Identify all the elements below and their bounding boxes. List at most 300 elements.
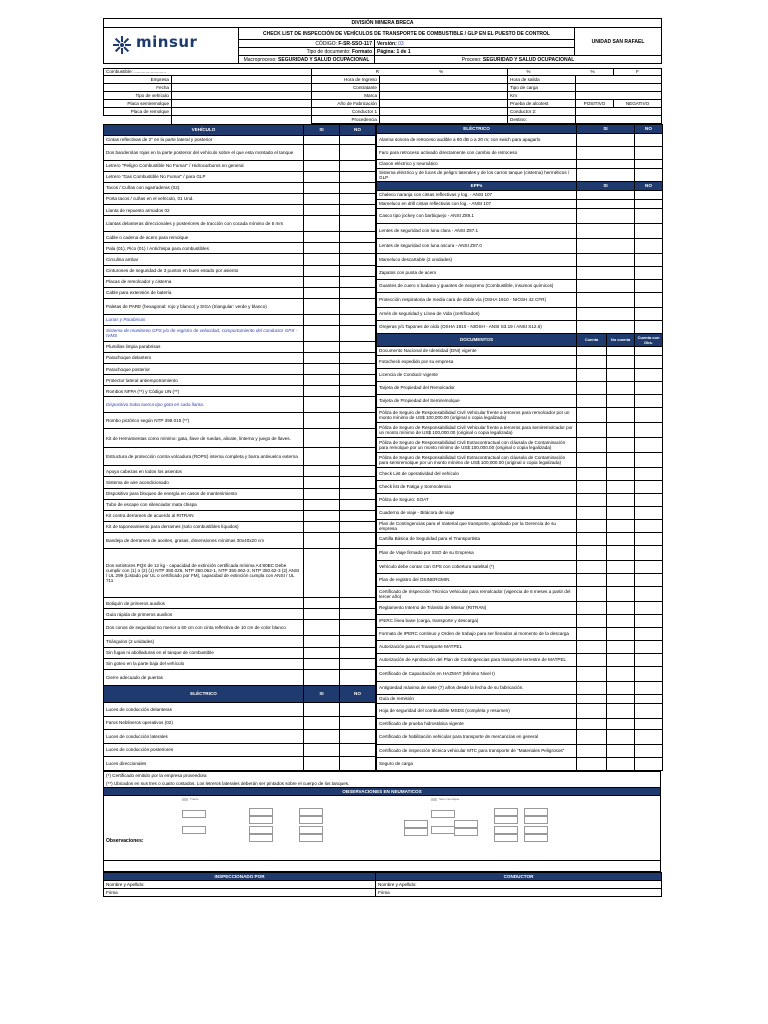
documento-cuenta-checkbox[interactable] [577,382,607,395]
electrico-no-checkbox[interactable] [635,147,663,160]
vehiculo-no-checkbox[interactable] [340,171,376,182]
placa-remolque-field[interactable] [172,108,312,116]
vehiculo-si-checkbox[interactable] [304,510,340,521]
vehiculo-si-checkbox[interactable] [304,488,340,499]
electrico-no-checkbox[interactable] [635,160,663,169]
conductor-signature-field[interactable]: Firma [376,889,662,897]
documento-obs-checkbox[interactable] [635,602,663,615]
epps-si-checkbox[interactable] [577,280,635,293]
documento-cuenta-checkbox[interactable] [577,615,607,628]
vehiculo-no-checkbox[interactable] [340,658,376,669]
epps-no-checkbox[interactable] [635,267,663,280]
documento-cuenta-checkbox[interactable] [577,533,607,546]
alcotest-positivo[interactable]: POSITIVO [576,100,614,108]
vehiculo-no-checkbox[interactable] [340,287,376,298]
tire-box[interactable] [494,816,518,824]
vehiculo-si-checkbox[interactable] [304,466,340,477]
vehiculo-si-checkbox[interactable] [304,532,340,548]
epps-no-header: NO [635,182,663,191]
vehiculo-si-checkbox[interactable] [304,341,340,352]
macroprocess: Macroproceso: SEGURIDAD Y SALUD OCUPACIONAL [239,56,375,64]
documento-row [377,561,663,574]
vehiculo-item-label: Tubo de escape con silenciador mata chispa [104,499,304,510]
km-field[interactable] [576,92,662,100]
documento-row [377,641,663,654]
vehiculo-item-label: Kit contra derrames de acuerdo al RITRAN [104,510,304,521]
tire-box[interactable] [454,820,478,828]
documento-no-cuenta-checkbox[interactable] [607,494,635,507]
vehiculo-si-checkbox[interactable] [304,598,340,609]
vehiculo-row [104,232,376,243]
tire-box[interactable] [454,828,478,836]
documento-no-cuenta-checkbox[interactable] [607,587,635,602]
vehiculo-si-checkbox[interactable] [304,413,340,429]
form-title: CHECK LIST DE INSPECCIÓN DE VEHÍCULOS DE TRANSPORTE DE COMBUSTIBLE / GLP EN EL PUESTO DE CONTROL [239,28,575,40]
logo-wordmark: minsur [136,32,198,51]
marca-field[interactable] [380,92,508,100]
vehiculo-si-checkbox[interactable] [304,325,340,341]
vehiculo-no-checkbox[interactable] [340,429,376,447]
documento-obs-checkbox[interactable] [635,347,663,356]
documento-no-cuenta-checkbox[interactable] [607,719,635,730]
vehiculo-si-checkbox[interactable] [304,265,340,276]
electrico2-row [104,716,376,730]
vehiculo-si-checkbox[interactable] [304,521,340,532]
documento-item-label: Plan de Viaje firmado por SSO de su Empresa [377,546,577,561]
vehiculo-no-checkbox[interactable] [340,499,376,510]
vehiculo-no-checkbox[interactable] [340,477,376,488]
vehiculo-si-checkbox[interactable] [304,287,340,298]
electrico-no-checkbox[interactable] [635,169,663,182]
documento-cuenta-checkbox[interactable] [577,667,607,682]
alcotest-negativo[interactable]: NEGATIVO [614,100,662,108]
vehiculo-no-checkbox[interactable] [340,194,376,205]
vehiculo-si-checkbox[interactable] [304,548,340,597]
vehiculo-no-checkbox[interactable] [340,521,376,532]
documento-no-cuenta-checkbox[interactable] [607,628,635,641]
documento-no-cuenta-checkbox[interactable] [607,704,635,719]
epps-row [377,209,663,224]
electrico2-no-checkbox[interactable] [340,757,376,771]
version-value: 03 [398,40,404,47]
vehiculo-no-checkbox[interactable] [340,488,376,499]
documento-obs-checkbox[interactable] [635,520,663,533]
vehiculo-si-checkbox[interactable] [304,447,340,465]
vehiculo-item-label: Guía rápida de primeros auxilios [104,609,304,620]
electrico2-no-checkbox[interactable] [340,703,376,717]
documento-row [377,382,663,395]
tire-box[interactable] [431,826,455,834]
documento-obs-checkbox[interactable] [635,494,663,507]
documento-no-cuenta-checkbox[interactable] [607,438,635,453]
fecha-field[interactable] [172,84,312,92]
vehiculo-item-label: Paletas de PARE (hexagonal: rojo y blanco) y SIGA (triangular: verde y blanco) [104,298,304,314]
semi-label: Semi-remolque [439,797,460,801]
vehiculo-si-checkbox[interactable] [304,171,340,182]
vehiculo-no-checkbox[interactable] [340,532,376,548]
epps-si-checkbox[interactable] [577,209,635,224]
documento-obs-checkbox[interactable] [635,561,663,574]
documento-cuenta-checkbox[interactable] [577,695,607,704]
documento-obs-checkbox[interactable] [635,481,663,494]
epps-si-checkbox[interactable] [577,308,635,321]
documento-cuenta-checkbox[interactable] [577,574,607,587]
tire-box[interactable] [494,826,518,834]
epps-no-checkbox[interactable] [635,308,663,321]
procedencia-field[interactable] [380,116,508,124]
documento-obs-checkbox[interactable] [635,356,663,369]
vehiculo-no-checkbox[interactable] [340,620,376,636]
documento-row [377,682,663,695]
documento-obs-checkbox[interactable] [635,382,663,395]
tire-box[interactable] [524,808,548,816]
vehiculo-si-checkbox[interactable] [304,364,340,375]
documento-row [377,453,663,468]
vehiculo-si-checkbox[interactable] [304,216,340,232]
documento-obs-checkbox[interactable] [635,682,663,695]
documento-cuenta-checkbox[interactable] [577,730,607,745]
epps-si-checkbox[interactable] [577,191,635,200]
inspector-signature-field[interactable]: Firma [104,889,376,897]
epps-no-checkbox[interactable] [635,209,663,224]
epps-item-label: Mameluco en drill cintas reflectivas con log. - ANSI 107 [377,200,577,209]
vehiculo-si-checkbox[interactable] [304,397,340,413]
documento-cuenta-checkbox[interactable] [577,468,607,481]
vehiculo-no-checkbox[interactable] [340,265,376,276]
documento-item-label: Tarjeta de Propiedad del Remolcador [377,382,577,395]
electrico2-no-checkbox[interactable] [340,743,376,757]
vehiculo-si-checkbox[interactable] [304,276,340,287]
vehiculo-no-checkbox[interactable] [340,341,376,352]
vehiculo-si-checkbox[interactable] [304,636,340,647]
electrico2-si-checkbox[interactable] [304,757,340,771]
tire-box[interactable] [249,816,273,824]
documento-no-cuenta-checkbox[interactable] [607,395,635,408]
tire-box[interactable] [249,834,273,842]
electrico-si-checkbox[interactable] [577,134,635,147]
documento-no-cuenta-checkbox[interactable] [607,667,635,682]
documento-obs-checkbox[interactable] [635,468,663,481]
vehiculo-no-checkbox[interactable] [340,413,376,429]
documento-item-label: Póliza de Seguro de Responsabilidad Civil Extracontractual con cláusula de Contaminación para remolque por un monto mínimo de US$ 100,000.00 (original o copia legalizada) [377,438,577,453]
vehiculo-si-checkbox[interactable] [304,620,340,636]
documento-no-cuenta-checkbox[interactable] [607,369,635,382]
documento-cuenta-checkbox[interactable] [577,369,607,382]
placa-semiremolque-field[interactable] [172,100,312,108]
vehiculo-no-checkbox[interactable] [340,216,376,232]
documento-obs-checkbox[interactable] [635,704,663,719]
vehiculo-no-checkbox[interactable] [340,243,376,254]
empresa-field[interactable] [172,76,312,84]
documento-obs-checkbox[interactable] [635,745,663,758]
electrico2-si-checkbox[interactable] [304,716,340,730]
documento-obs-checkbox[interactable] [635,438,663,453]
vehiculo-item-label: Tacos / Cuñas con agarraderas (02). [104,182,304,193]
documento-obs-checkbox[interactable] [635,395,663,408]
vehiculo-item-label: Dos conos de seguridad no menor a 60 cm con cinta reflectiva de 10 cm de color blanco [104,620,304,636]
vehiculo-row [104,669,376,685]
vehiculo-si-checkbox[interactable] [304,298,340,314]
epps-no-checkbox[interactable] [635,200,663,209]
tire-box[interactable] [299,808,323,816]
destino-field[interactable] [576,116,662,124]
documento-obs-checkbox[interactable] [635,453,663,468]
vehiculo-no-checkbox[interactable] [340,609,376,620]
documento-row [377,369,663,382]
vehiculo-no-checkbox[interactable] [340,598,376,609]
vehiculo-no-checkbox[interactable] [340,548,376,597]
electrico2-no-checkbox[interactable] [340,730,376,744]
vehiculo-no-checkbox[interactable] [340,353,376,364]
documento-cuenta-checkbox[interactable] [577,758,607,771]
vehiculo-no-checkbox[interactable] [340,254,376,265]
documento-obs-checkbox[interactable] [635,758,663,771]
epps-no-checkbox[interactable] [635,321,663,334]
documento-no-cuenta-checkbox[interactable] [607,520,635,533]
documento-obs-checkbox[interactable] [635,641,663,654]
documento-cuenta-checkbox[interactable] [577,602,607,615]
vehiculo-si-checkbox[interactable] [304,609,340,620]
tire-box[interactable] [299,834,323,842]
documento-no-cuenta-checkbox[interactable] [607,408,635,423]
documento-no-cuenta-checkbox[interactable] [607,758,635,771]
tire-box[interactable] [249,826,273,834]
documento-no-cuenta-checkbox[interactable] [607,615,635,628]
vehiculo-no-checkbox[interactable] [340,144,376,160]
epps-no-checkbox[interactable] [635,254,663,267]
electrico-si-checkbox[interactable] [577,147,635,160]
vehiculo-si-checkbox[interactable] [304,314,340,325]
tire-box[interactable] [494,834,518,842]
documento-no-cuenta-checkbox[interactable] [607,602,635,615]
epps-no-checkbox[interactable] [635,224,663,239]
documento-cuenta-checkbox[interactable] [577,356,607,369]
vehiculo-si-checkbox[interactable] [304,136,340,145]
vehiculo-si-checkbox[interactable] [304,205,340,216]
vehiculo-item-label: Rombos NFPA (**) y Código UN (**) [104,386,304,397]
documento-no-cuenta-checkbox[interactable] [607,682,635,695]
epps-si-checkbox[interactable] [577,254,635,267]
vehiculo-no-checkbox[interactable] [340,466,376,477]
documento-cuenta-checkbox[interactable] [577,682,607,695]
documento-obs-checkbox[interactable] [635,574,663,587]
documento-obs-checkbox[interactable] [635,628,663,641]
combustible-field[interactable]: Combustible: ......................... [104,69,312,76]
documento-no-cuenta-checkbox[interactable] [607,745,635,758]
vehiculo-no-checkbox[interactable] [340,205,376,216]
electrico2-si-checkbox[interactable] [304,730,340,744]
documento-no-cuenta-checkbox[interactable] [607,574,635,587]
vehiculo-no-checkbox[interactable] [340,182,376,193]
vehiculo-no-checkbox[interactable] [340,386,376,397]
vehiculo-si-checkbox[interactable] [304,375,340,386]
documento-no-cuenta-checkbox[interactable] [607,695,635,704]
conductor1-field[interactable] [380,108,508,116]
documento-obs-checkbox[interactable] [635,730,663,745]
vehiculo-item-label: Kit de taponeamiento para derrames (solo combustibles líquidos) [104,521,304,532]
documento-cuenta-checkbox[interactable] [577,719,607,730]
vehiculo-no-checkbox[interactable] [340,314,376,325]
conductor2-field[interactable] [576,108,662,116]
epps-si-checkbox[interactable] [577,224,635,239]
vehiculo-no-checkbox[interactable] [340,325,376,341]
vehiculo-si-checkbox[interactable] [304,647,340,658]
documento-obs-checkbox[interactable] [635,615,663,628]
documento-obs-checkbox[interactable] [635,423,663,438]
epps-si-checkbox[interactable] [577,200,635,209]
tire-box[interactable] [524,834,548,842]
epps-si-checkbox[interactable] [577,239,635,254]
documento-obs-checkbox[interactable] [635,719,663,730]
vehiculo-no-checkbox[interactable] [340,375,376,386]
vehiculo-no-checkbox[interactable] [340,397,376,413]
documento-no-cuenta-checkbox[interactable] [607,481,635,494]
documento-obs-checkbox[interactable] [635,587,663,602]
documento-cuenta-checkbox[interactable] [577,481,607,494]
electrico2-si-header: SI [304,685,340,702]
documento-no-cuenta-checkbox[interactable] [607,654,635,667]
electrico-si-checkbox[interactable] [577,169,635,182]
vehiculo-si-checkbox[interactable] [304,353,340,364]
vehiculo-no-checkbox[interactable] [340,298,376,314]
documento-cuenta-checkbox[interactable] [577,628,607,641]
documento-cuenta-checkbox[interactable] [577,641,607,654]
documento-cuenta-checkbox[interactable] [577,654,607,667]
vehiculo-no-checkbox[interactable] [340,636,376,647]
documento-cuenta-checkbox[interactable] [577,438,607,453]
vehiculo-item-label: Kit de Herramientas como mínimo: gata, llave de ruedas, alicate, linterna y juego de llaves. [104,429,304,447]
documento-cuenta-checkbox[interactable] [577,423,607,438]
vehiculo-si-checkbox[interactable] [304,658,340,669]
vehiculo-si-checkbox[interactable] [304,243,340,254]
vehiculo-si-checkbox[interactable] [304,499,340,510]
documento-no-cuenta-checkbox[interactable] [607,507,635,520]
vehiculo-si-checkbox[interactable] [304,182,340,193]
vehiculo-si-checkbox[interactable] [304,477,340,488]
hora-ingreso-field[interactable] [380,76,508,84]
vehiculo-si-checkbox[interactable] [304,386,340,397]
documento-no-cuenta-checkbox[interactable] [607,382,635,395]
vehiculo-no-checkbox[interactable] [340,136,376,145]
contratante-field[interactable] [380,84,508,92]
vehiculo-no-checkbox[interactable] [340,647,376,658]
documento-no-cuenta-checkbox[interactable] [607,347,635,356]
electrico-si-checkbox[interactable] [577,160,635,169]
epps-no-checkbox[interactable] [635,293,663,308]
documento-obs-checkbox[interactable] [635,533,663,546]
documento-obs-checkbox[interactable] [635,654,663,667]
epps-si-checkbox[interactable] [577,267,635,280]
vehiculo-no-checkbox[interactable] [340,276,376,287]
documento-cuenta-checkbox[interactable] [577,347,607,356]
documento-no-cuenta-checkbox[interactable] [607,453,635,468]
electrico2-no-checkbox[interactable] [340,716,376,730]
tire-box[interactable] [494,808,518,816]
documento-no-cuenta-checkbox[interactable] [607,468,635,481]
documento-cuenta-checkbox[interactable] [577,507,607,520]
tire-box[interactable] [524,816,548,824]
documento-no-cuenta-checkbox[interactable] [607,730,635,745]
anio-fabricacion-field[interactable] [380,100,508,108]
documento-no-cuenta-checkbox[interactable] [607,356,635,369]
vehiculo-no-checkbox[interactable] [340,510,376,521]
documento-no-cuenta-checkbox[interactable] [607,533,635,546]
tire-box[interactable] [182,826,206,834]
documento-cuenta-checkbox[interactable] [577,395,607,408]
hora-salida-field[interactable] [576,76,662,84]
version-cell: Versión: 03 [375,40,575,48]
vehiculo-no-checkbox[interactable] [340,364,376,375]
electrico2-si-checkbox[interactable] [304,703,340,717]
electrico2-si-checkbox[interactable] [304,743,340,757]
documento-cuenta-checkbox[interactable] [577,704,607,719]
documento-obs-checkbox[interactable] [635,369,663,382]
documento-cuenta-checkbox[interactable] [577,546,607,561]
documento-obs-checkbox[interactable] [635,408,663,423]
epps-no-checkbox[interactable] [635,239,663,254]
documento-no-cuenta-checkbox[interactable] [607,546,635,561]
tire-box[interactable] [404,828,428,836]
inspector-name-field[interactable]: Nombre y Apellido: [104,881,376,889]
tipo-carga-field[interactable] [576,84,662,92]
electrico-no-checkbox[interactable] [635,134,663,147]
documento-cuenta-checkbox[interactable] [577,587,607,602]
tire-box[interactable] [299,826,323,834]
documento-obs-checkbox[interactable] [635,546,663,561]
vehiculo-si-checkbox[interactable] [304,669,340,685]
vehiculo-si-checkbox[interactable] [304,232,340,243]
tire-box[interactable] [404,820,428,828]
documento-cuenta-checkbox[interactable] [577,745,607,758]
documento-obs-checkbox[interactable] [635,507,663,520]
tire-box[interactable] [249,808,273,816]
vehiculo-no-checkbox[interactable] [340,447,376,465]
tire-box[interactable] [299,816,323,824]
epps-si-checkbox[interactable] [577,321,635,334]
vehiculo-si-checkbox[interactable] [304,160,340,171]
documento-cuenta-checkbox[interactable] [577,494,607,507]
vehiculo-no-checkbox[interactable] [340,669,376,685]
tire-box[interactable] [182,810,206,818]
vehiculo-si-checkbox[interactable] [304,254,340,265]
vehiculo-si-checkbox[interactable] [304,429,340,447]
epps-si-checkbox[interactable] [577,293,635,308]
documento-row [377,667,663,682]
checklist-sheet [103,18,661,897]
vehiculo-row [104,298,376,314]
vehiculo-si-checkbox[interactable] [304,194,340,205]
epps-no-checkbox[interactable] [635,280,663,293]
tire-box[interactable] [524,826,548,834]
documento-obs-checkbox[interactable] [635,695,663,704]
documento-obs-checkbox[interactable] [635,667,663,682]
tipo-vehiculo-field[interactable] [172,92,312,100]
tire-box[interactable] [431,810,455,818]
vehiculo-no-checkbox[interactable] [340,160,376,171]
documento-cuenta-checkbox[interactable] [577,408,607,423]
documento-no-cuenta-checkbox[interactable] [607,641,635,654]
vehiculo-si-checkbox[interactable] [304,144,340,160]
conductor-name-field[interactable]: Nombre y Apellido: [376,881,662,889]
documento-cuenta-checkbox[interactable] [577,520,607,533]
documento-no-cuenta-checkbox[interactable] [607,561,635,574]
epps-no-checkbox[interactable] [635,191,663,200]
documento-no-cuenta-checkbox[interactable] [607,423,635,438]
documento-cuenta-checkbox[interactable] [577,561,607,574]
vehiculo-no-checkbox[interactable] [340,232,376,243]
observaciones-field[interactable] [103,861,661,872]
documento-cuenta-checkbox[interactable] [577,453,607,468]
